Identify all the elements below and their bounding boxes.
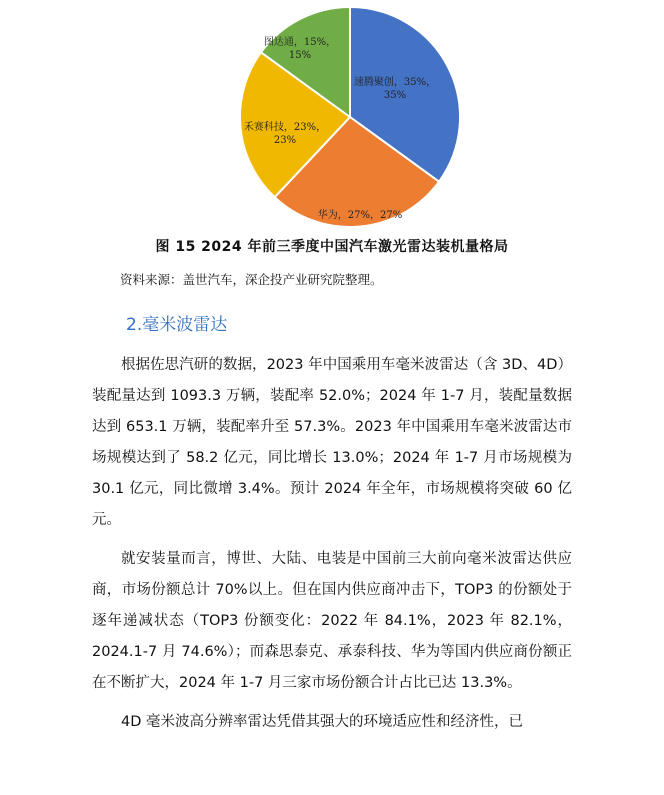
pie-label: 华为，27%，27%	[317, 210, 403, 221]
paragraph: 就安装量而言，博世、大陆、电装是中国前三大前向毫米波雷达供应商，市场份额总计 70%以上。但在国内供应商冲击下，TOP3 的份额处于逐年递减状态（TOP3 份额变化：2022 年 84.1%，2023 年 82.1%，2024.1-7 月 74.6%）；而森思泰克、承泰科技、华为等国内供应商份额正在不断扩大，2024 年 1-7 月三家市场份额合计占比已达 13.3%。	[92, 551, 572, 691]
figure-source: 资料来源：盖世汽车，深企投产业研究院整理。	[120, 272, 383, 287]
pie-chart	[0, 0, 664, 232]
pie-label-percent: 15%	[288, 50, 312, 61]
body-text	[92, 350, 572, 746]
pie-label-percent: 35%	[383, 90, 407, 101]
figure-caption: 图 15 2024 年前三季度中国汽车激光雷达装机量格局	[155, 239, 509, 255]
pie-label-percent: 23%	[273, 135, 297, 146]
paragraph: 4D 毫米波高分辨率雷达凭借其强大的环境适应性和经济性，已	[121, 714, 523, 730]
pie-label: 禾赛科技，23%，	[243, 122, 327, 133]
pie-label: 图达通，15%，	[263, 37, 337, 48]
paragraph: 根据佐思汽研的数据，2023 年中国乘用车毫米波雷达（含 3D、4D）装配量达到 1093.3 万辆，装配率 52.0%；2024 年 1-7 月，装配量数据达到 653.1 万辆，装配率升至 57.3%。2023 年中国乘用车毫米波雷达市场规模达到了 58.2 亿元，同比增长 13.0%；2024 年 1-7 月市场规模为 30.1 亿元，同比微增 3.4%。预计 2024 年全年，市场规模将突破 60 亿元。	[92, 357, 572, 528]
section-heading: 2.毫米波雷达	[126, 315, 228, 335]
pie-chart-container	[0, 0, 664, 232]
pie-label: 速腾聚创，35%，	[353, 77, 437, 88]
